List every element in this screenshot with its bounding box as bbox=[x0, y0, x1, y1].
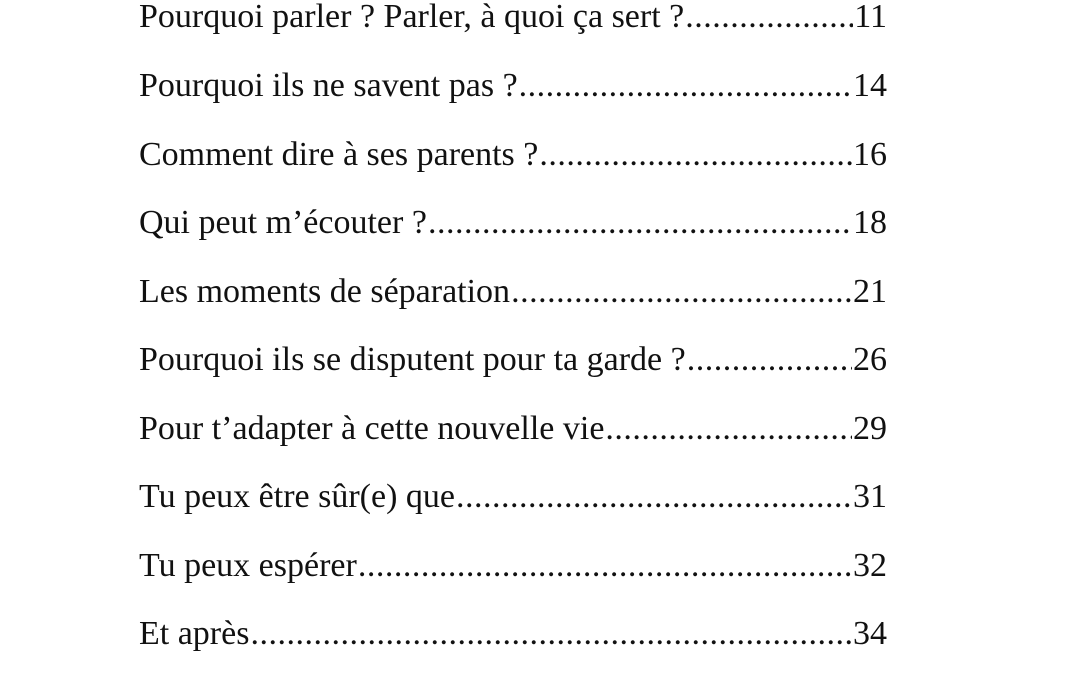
toc-entry-title: Pour t’adapter à cette nouvelle vie bbox=[139, 410, 605, 447]
toc-entry-title: Pourquoi parler ? Parler, à quoi ça sert ? bbox=[139, 0, 685, 35]
toc-entry-title: Et après bbox=[139, 615, 250, 652]
dot-leader bbox=[428, 203, 852, 243]
toc-entry bbox=[139, 0, 887, 37]
toc-entry-page-number: 11 bbox=[854, 0, 887, 35]
dot-leader bbox=[605, 409, 852, 449]
dot-leader bbox=[250, 614, 852, 654]
dot-leader bbox=[685, 0, 853, 37]
toc-entry-title: Qui peut m’écouter ? bbox=[139, 204, 427, 241]
dot-leader bbox=[519, 66, 852, 106]
toc-entry-page-number: 29 bbox=[853, 410, 887, 447]
toc-entry-page-number: 31 bbox=[853, 478, 887, 515]
toc-entry-page-number: 18 bbox=[853, 204, 887, 241]
dot-leader bbox=[539, 135, 852, 175]
toc-entry bbox=[139, 203, 887, 243]
toc-entry-title: Pourquoi ils ne savent pas ? bbox=[139, 67, 518, 104]
toc-entry bbox=[139, 409, 887, 449]
toc-entry-title: Comment dire à ses parents ? bbox=[139, 136, 539, 173]
toc-entry bbox=[139, 340, 887, 380]
toc-entry bbox=[139, 546, 887, 586]
toc-entry-page-number: 26 bbox=[853, 341, 887, 378]
dot-leader bbox=[456, 477, 852, 517]
dot-leader bbox=[358, 546, 852, 586]
toc-entry-page-number: 34 bbox=[853, 615, 887, 652]
toc-entry bbox=[139, 614, 887, 654]
dot-leader bbox=[687, 340, 852, 380]
toc-entry-title: Tu peux espérer bbox=[139, 547, 357, 584]
toc-entry bbox=[139, 272, 887, 312]
toc-entry-title: Les moments de séparation bbox=[139, 273, 511, 310]
toc-entry-page-number: 32 bbox=[853, 547, 887, 584]
toc-entry bbox=[139, 477, 887, 517]
toc-entry-page-number: 16 bbox=[853, 136, 887, 173]
dot-leader bbox=[511, 272, 852, 312]
toc-entry-page-number: 14 bbox=[853, 67, 887, 104]
toc-entry-title: Pourquoi ils se disputent pour ta garde ? bbox=[139, 341, 686, 378]
toc-entry-page-number: 21 bbox=[853, 273, 887, 310]
toc-entry bbox=[139, 135, 887, 175]
toc-entry bbox=[139, 66, 887, 106]
toc-entry-title: Tu peux être sûr(e) que bbox=[139, 478, 455, 515]
